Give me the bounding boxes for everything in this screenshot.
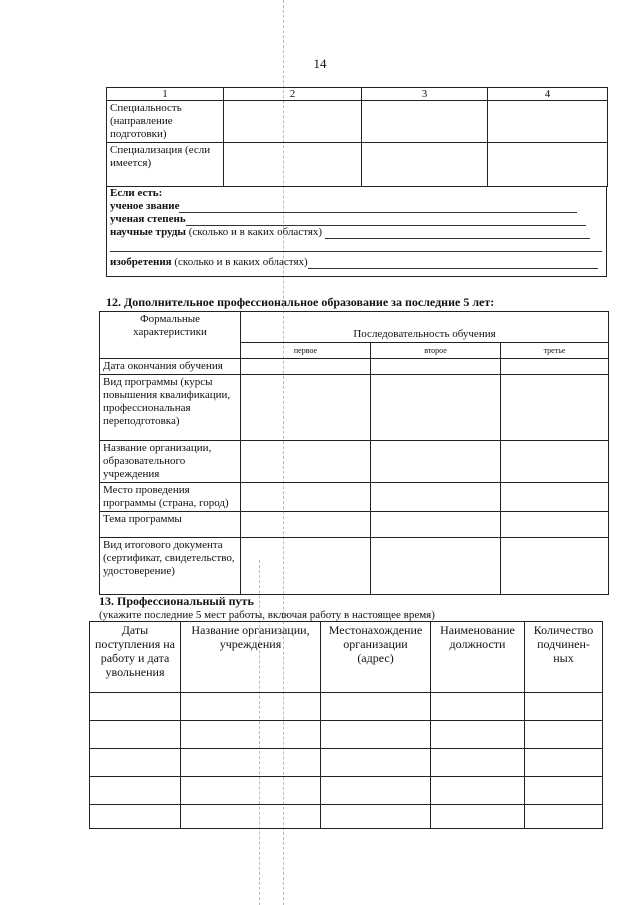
input-cell[interactable] (224, 143, 362, 187)
input-cell[interactable] (371, 483, 501, 512)
input-cell[interactable] (501, 512, 609, 538)
table-row (90, 721, 603, 749)
extra-info-content (110, 187, 604, 269)
sub-header-second: второе (371, 343, 501, 359)
input-cell[interactable] (431, 721, 525, 749)
page-number: 14 (313, 56, 327, 71)
input-cell[interactable] (501, 375, 609, 441)
extra-heading: Если есть: (110, 187, 163, 199)
career-path-table (89, 621, 603, 829)
col-number-1: 1 (107, 88, 224, 101)
input-cell[interactable] (525, 805, 603, 829)
row-label-specialization: Специализация (если имеется) (107, 143, 224, 187)
works-field-line-2[interactable] (110, 239, 602, 252)
col-number-3: 3 (362, 88, 488, 101)
header-organization: Название организации, учреждения (181, 622, 321, 693)
input-cell[interactable] (241, 483, 371, 512)
academic-degree-label: ученая степень (110, 213, 186, 225)
table-row (90, 777, 603, 805)
sequence-header: Последовательность обучения (241, 312, 609, 343)
row-label-organization: Название организации, образовательного учреждения (100, 441, 241, 483)
additional-education-table (99, 311, 609, 595)
input-cell[interactable] (241, 375, 371, 441)
input-cell[interactable] (90, 693, 181, 721)
input-cell[interactable] (371, 538, 501, 595)
sub-header-first: первое (241, 343, 371, 359)
input-cell[interactable] (90, 721, 181, 749)
input-cell[interactable] (488, 101, 608, 143)
row-label-document: Вид итогового документа (сертификат, свидетельство, удостоверение) (100, 538, 241, 595)
header-location: Местонахождение организации (адрес) (321, 622, 431, 693)
input-cell[interactable] (181, 777, 321, 805)
section-12-title: 12. Дополнительное профессиональное образование за последние 5 лет: (106, 295, 495, 309)
input-cell[interactable] (431, 693, 525, 721)
section-13-subtitle: (укажите последние 5 мест работы, включая работу в настоящее время) (99, 609, 435, 621)
inventions-label: изобретения (110, 256, 172, 268)
input-cell[interactable] (181, 721, 321, 749)
row-label-specialty: Специальность (направление подготовки) (107, 101, 224, 143)
row-label-location: Место проведения программы (страна, город) (100, 483, 241, 512)
input-cell[interactable] (362, 101, 488, 143)
works-label: научные труды (110, 226, 187, 238)
input-cell[interactable] (321, 721, 431, 749)
input-cell[interactable] (241, 441, 371, 483)
col-number-2: 2 (224, 88, 362, 101)
input-cell[interactable] (501, 441, 609, 483)
formal-characteristics-header: Формальные характеристики (100, 312, 241, 359)
input-cell[interactable] (525, 721, 603, 749)
header-dates: Даты поступления на работу и дата увольнения (90, 622, 181, 693)
input-cell[interactable] (241, 538, 371, 595)
input-cell[interactable] (488, 143, 608, 187)
input-cell[interactable] (241, 512, 371, 538)
input-cell[interactable] (371, 375, 501, 441)
input-cell[interactable] (90, 777, 181, 805)
input-cell[interactable] (501, 538, 609, 595)
row-label-topic: Тема программы (100, 512, 241, 538)
input-cell[interactable] (181, 693, 321, 721)
input-cell[interactable] (321, 777, 431, 805)
input-cell[interactable] (90, 749, 181, 777)
input-cell[interactable] (321, 693, 431, 721)
input-cell[interactable] (501, 483, 609, 512)
input-cell[interactable] (371, 359, 501, 375)
table-row (90, 749, 603, 777)
inventions-label-rest: (сколько и в каких областях) (174, 256, 308, 268)
input-cell[interactable] (321, 749, 431, 777)
inventions-field[interactable] (308, 256, 598, 269)
sub-header-third: третье (501, 343, 609, 359)
academic-title-field[interactable] (179, 200, 577, 213)
table-row (90, 805, 603, 829)
input-cell[interactable] (371, 512, 501, 538)
works-label-rest: (сколько и в каких областях) (188, 226, 323, 238)
table-row (90, 693, 603, 721)
input-cell[interactable] (431, 777, 525, 805)
input-cell[interactable] (525, 693, 603, 721)
input-cell[interactable] (431, 805, 525, 829)
col-number-4: 4 (488, 88, 608, 101)
input-cell[interactable] (181, 749, 321, 777)
header-subordinates: Количество подчинен-ных (525, 622, 603, 693)
input-cell[interactable] (321, 805, 431, 829)
input-cell[interactable] (90, 805, 181, 829)
input-cell[interactable] (525, 749, 603, 777)
input-cell[interactable] (362, 143, 488, 187)
row-label-end-date: Дата окончания обучения (100, 359, 241, 375)
input-cell[interactable] (431, 749, 525, 777)
input-cell[interactable] (371, 441, 501, 483)
academic-title-label: ученое звание (110, 200, 180, 212)
section-13-title: 13. Профессиональный путь (99, 594, 254, 608)
input-cell[interactable] (181, 805, 321, 829)
input-cell[interactable] (224, 101, 362, 143)
input-cell[interactable] (501, 359, 609, 375)
specialty-table (106, 87, 608, 187)
row-label-program-type: Вид программы (курсы повышения квалификации, профессиональная переподготовка) (100, 375, 241, 441)
input-cell[interactable] (525, 777, 603, 805)
header-position: Наименование должности (431, 622, 525, 693)
works-field[interactable] (325, 226, 590, 239)
academic-degree-field[interactable] (186, 213, 586, 226)
input-cell[interactable] (241, 359, 371, 375)
